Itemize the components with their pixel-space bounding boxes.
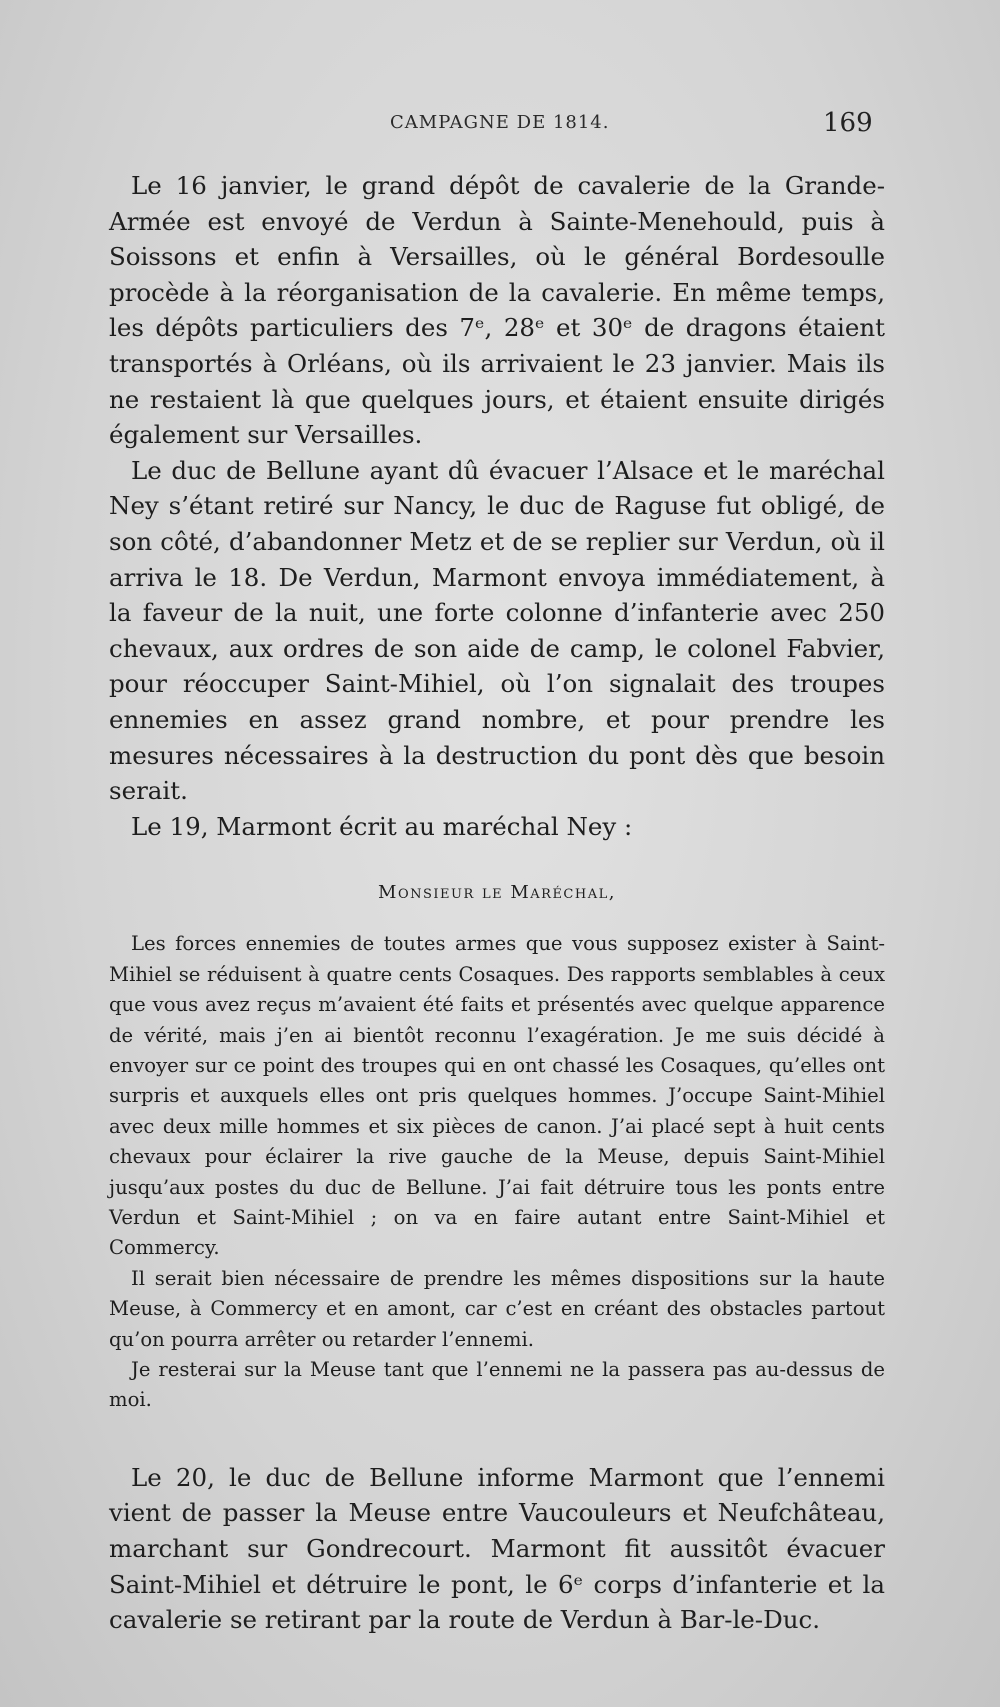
letter-salutation: Monsieur le Maréchal, (378, 882, 616, 904)
running-head (0, 108, 1000, 142)
letter-paragraph-dispositions: Il serait bien nécessaire de prendre les mêmes dispositions sur la haute Meuse, à Commercy et en amont, car c’est en créant des obstacles partout qu’on pourra arrêter ou retarder l’ennemi. (109, 1266, 885, 1351)
page-number: 169 (823, 108, 873, 138)
paragraph-depot-cavalerie: Le 16 janvier, le grand dépôt de cavalerie de la Grande-Armée est envoyé de Verdun à Sainte-Menehould, puis à Soissons et enfin à Versailles, où le général Bordesoulle procède à la réorganisation de la cavalerie. En même temps, les dépôts particuliers des 7ᵉ, 28ᵉ et 30ᵉ de dragons étaient transportés à Orléans, où ils arrivaient le 23 janvier. Mais ils ne restaient là que quelques jours, et étaient ensuite dirigés également sur Versailles. (109, 171, 885, 450)
letter-paragraph-resterai: Je resterai sur la Meuse tant que l’ennemi ne la passera pas au-dessus de moi. (109, 1357, 885, 1412)
paragraph-duc-de-bellune: Le duc de Bellune ayant dû évacuer l’Alsace et le maréchal Ney s’étant retiré sur Nancy, le duc de Raguse fut obligé, de son côté, d’abandonner Metz et de se replier sur Verdun, où il arriva le 18. De Verdun, Marmont envoya immédiatement, à la faveur de la nuit, une forte colonne d’infanterie avec 250 chevaux, aux ordres de son aide de camp, le colonel Fabvier, pour réoccuper Saint-Mihiel, où l’on signalait des troupes ennemies en assez grand nombre, et pour prendre les mesures nécessaires à la destruction du pont dès que besoin serait. (109, 455, 885, 806)
running-title: CAMPAGNE DE 1814. (390, 112, 610, 133)
paragraph-le-20: Le 20, le duc de Bellune informe Marmont que l’ennemi vient de passer la Meuse entre Vaucouleurs et Neufchâteau, marchant sur Gondrecourt. Marmont fit aussitôt évacuer Saint-Mihiel et détruire le pont, le 6ᵉ corps d’infanterie et la cavalerie se retirant par la route de Verdun à Bar-le-Duc. (109, 1462, 885, 1635)
paragraph-letter-intro: Le 19, Marmont écrit au maréchal Ney : (131, 811, 633, 841)
letter-paragraph-forces: Les forces ennemies de toutes armes que vous supposez exister à Saint-Mihiel se réduisent à quatre cents Cosaques. Des rapports semblables à ceux que vous avez reçus m’avaient été faits et présentés avec quelque apparence de vérité, mais j’en ai bientôt reconnu l’exagération. Je me suis décidé à envoyer sur ce point des troupes qui en ont chassé les Cosaques, qu’elles ont surpris et auxquels elles ont pris quelques hommes. J’occupe Saint-Mihiel avec deux mille hommes et six pièces de canon. J’ai placé sept à huit cents chevaux pour éclairer la rive gauche de la Meuse, depuis Saint-Mihiel jusqu’aux postes du duc de Bellune. J’ai fait détruire tous les ponts entre Verdun et Saint-Mihiel ; on va en faire autant entre Saint-Mihiel et Commercy. (109, 932, 885, 1260)
text-block (109, 168, 885, 1638)
